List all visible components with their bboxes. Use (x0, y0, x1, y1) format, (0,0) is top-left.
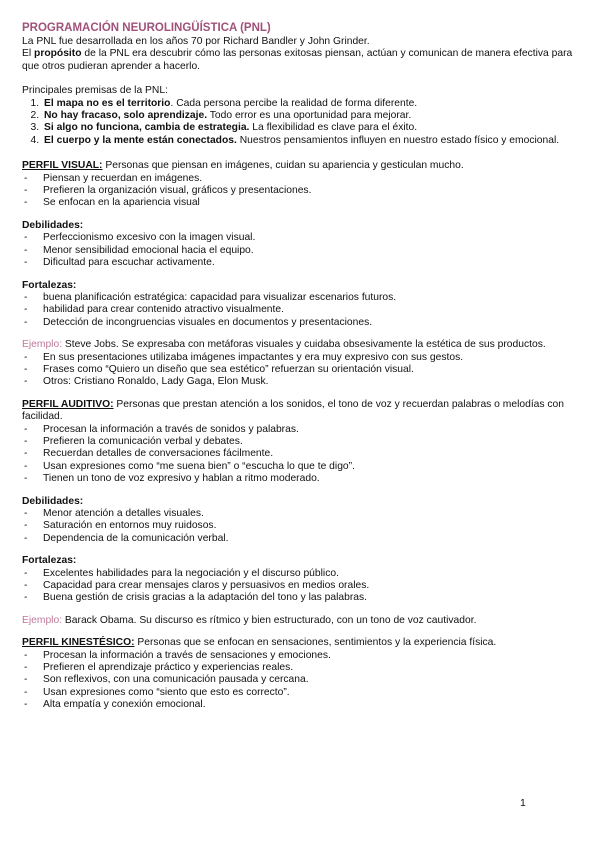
list-item: - Piensan y recuerdan en imágenes. (22, 173, 580, 185)
premise-item: 2. No hay fracaso, solo aprendizaje. Todo error es una oportunidad para mejorar. (42, 110, 580, 122)
visual-traits-list (22, 173, 580, 210)
list-item: - Prefieren la comunicación verbal y debates. (22, 436, 580, 448)
premises-list (22, 98, 580, 148)
list-item: - Alta empatía y conexión emocional. (22, 699, 580, 711)
list-item: - Menor atención a detalles visuales. (22, 508, 580, 520)
premise-item: 4. El cuerpo y la mente están conectados. Nuestros pensamientos influyen en nuestro estado físico y emocional. (42, 135, 580, 147)
premise-item: 1. El mapa no es el territorio. Cada persona percibe la realidad de forma diferente. (42, 98, 580, 110)
list-item: - habilidad para crear contenido atractivo visualmente. (22, 304, 580, 316)
visual-example: Ejemplo: Steve Jobs. Se expresaba con metáforas visuales y cuidaba obsesivamente la estética de sus productos. (22, 339, 546, 351)
auditivo-strengths-list (22, 568, 580, 605)
list-item: - Capacidad para crear mensajes claros y persuasivos en medios orales. (22, 580, 580, 592)
list-item: - Frases como “Quiero un diseño que sea estético” refuerzan su orientación visual. (22, 364, 580, 376)
visual-strengths-list (22, 292, 580, 329)
visual-weaknesses-list (22, 232, 580, 269)
list-item: - Otros: Cristiano Ronaldo, Lady Gaga, Elon Musk. (22, 376, 580, 388)
list-item: - Son reflexivos, con una comunicación pausada y cercana. (22, 674, 580, 686)
list-item: - buena planificación estratégica: capacidad para visualizar escenarios futuros. (22, 292, 580, 304)
auditivo-strengths-heading: Fortalezas: (22, 555, 77, 567)
auditivo-traits-list (22, 424, 580, 486)
intro-line-2: El propósito de la PNL era descubrir cómo las personas exitosas piensan, actúan y comunican de manera efectiva para que otros pudieran aprender a hacerlo. (22, 48, 573, 72)
document-title: PROGRAMACIÓN NEUROLINGÜÍSTICA (PNL) (22, 22, 271, 34)
kinestesico-traits-list (22, 650, 580, 712)
list-item: - Usan expresiones como “siento que esto es correcto”. (22, 687, 580, 699)
list-item: - Recuerdan detalles de conversaciones fácilmente. (22, 448, 580, 460)
list-item: - Prefieren la organización visual, gráficos y presentaciones. (22, 185, 580, 197)
premise-item: 3. Si algo no funciona, cambia de estrategia. La flexibilidad es clave para el éxito. (42, 122, 580, 134)
visual-example-list (22, 352, 580, 389)
kinestesico-section-heading: PERFIL KINESTÉSICO: Personas que se enfocan en sensaciones, sentimientos y la experiencia física. (22, 637, 497, 649)
list-item: - Buena gestión de crisis gracias a la adaptación del tono y las palabras. (22, 592, 580, 604)
list-item: - Saturación en entornos muy ruidosos. (22, 520, 580, 532)
auditivo-weaknesses-list (22, 508, 580, 545)
premises-heading: Principales premisas de la PNL: (22, 85, 168, 97)
list-item: - Perfeccionismo excesivo con la imagen visual. (22, 232, 580, 244)
intro-line-1: La PNL fue desarrollada en los años 70 por Richard Bandler y John Grinder. (22, 36, 370, 47)
list-item: - Procesan la información a través de sensaciones y emociones. (22, 650, 580, 662)
list-item: - Menor sensibilidad emocional hacia el equipo. (22, 245, 580, 257)
list-item: - Se enfocan en la apariencia visual (22, 197, 580, 209)
list-item: - Dependencia de la comunicación verbal. (22, 533, 580, 545)
visual-strengths-heading: Fortalezas: (22, 279, 77, 291)
list-item: - Prefieren el aprendizaje práctico y experiencias reales. (22, 662, 580, 674)
list-item: - Procesan la información a través de sonidos y palabras. (22, 424, 580, 436)
document-page (22, 21, 580, 712)
visual-section-heading: PERFIL VISUAL: Personas que piensan en imágenes, cuidan su apariencia y gesticulan mucho. (22, 160, 464, 172)
list-item: - Tienen un tono de voz expresivo y hablan a ritmo moderado. (22, 473, 580, 485)
auditivo-weaknesses-heading: Debilidades: (22, 495, 84, 507)
list-item: - Excelentes habilidades para la negociación y el discurso público. (22, 568, 580, 580)
page-number: 1 (520, 797, 526, 809)
list-item: - Dificultad para escuchar activamente. (22, 257, 580, 269)
auditivo-section-heading: PERFIL AUDITIVO: Personas que prestan atención a los sonidos, el tono de voz y recuerdan palabras o melodías con facilidad. (22, 398, 565, 423)
list-item: - Detección de incongruencias visuales en documentos y presentaciones. (22, 317, 580, 329)
list-item: - En sus presentaciones utilizaba imágenes impactantes y era muy expresivo con sus gestos. (22, 352, 580, 364)
auditivo-example: Ejemplo: Barack Obama. Su discurso es rítmico y bien estructurado, con un tono de voz cautivador. (22, 614, 477, 626)
list-item: - Usan expresiones como “me suena bien” o “escucha lo que te digo”. (22, 461, 580, 473)
visual-weaknesses-heading: Debilidades: (22, 219, 84, 231)
